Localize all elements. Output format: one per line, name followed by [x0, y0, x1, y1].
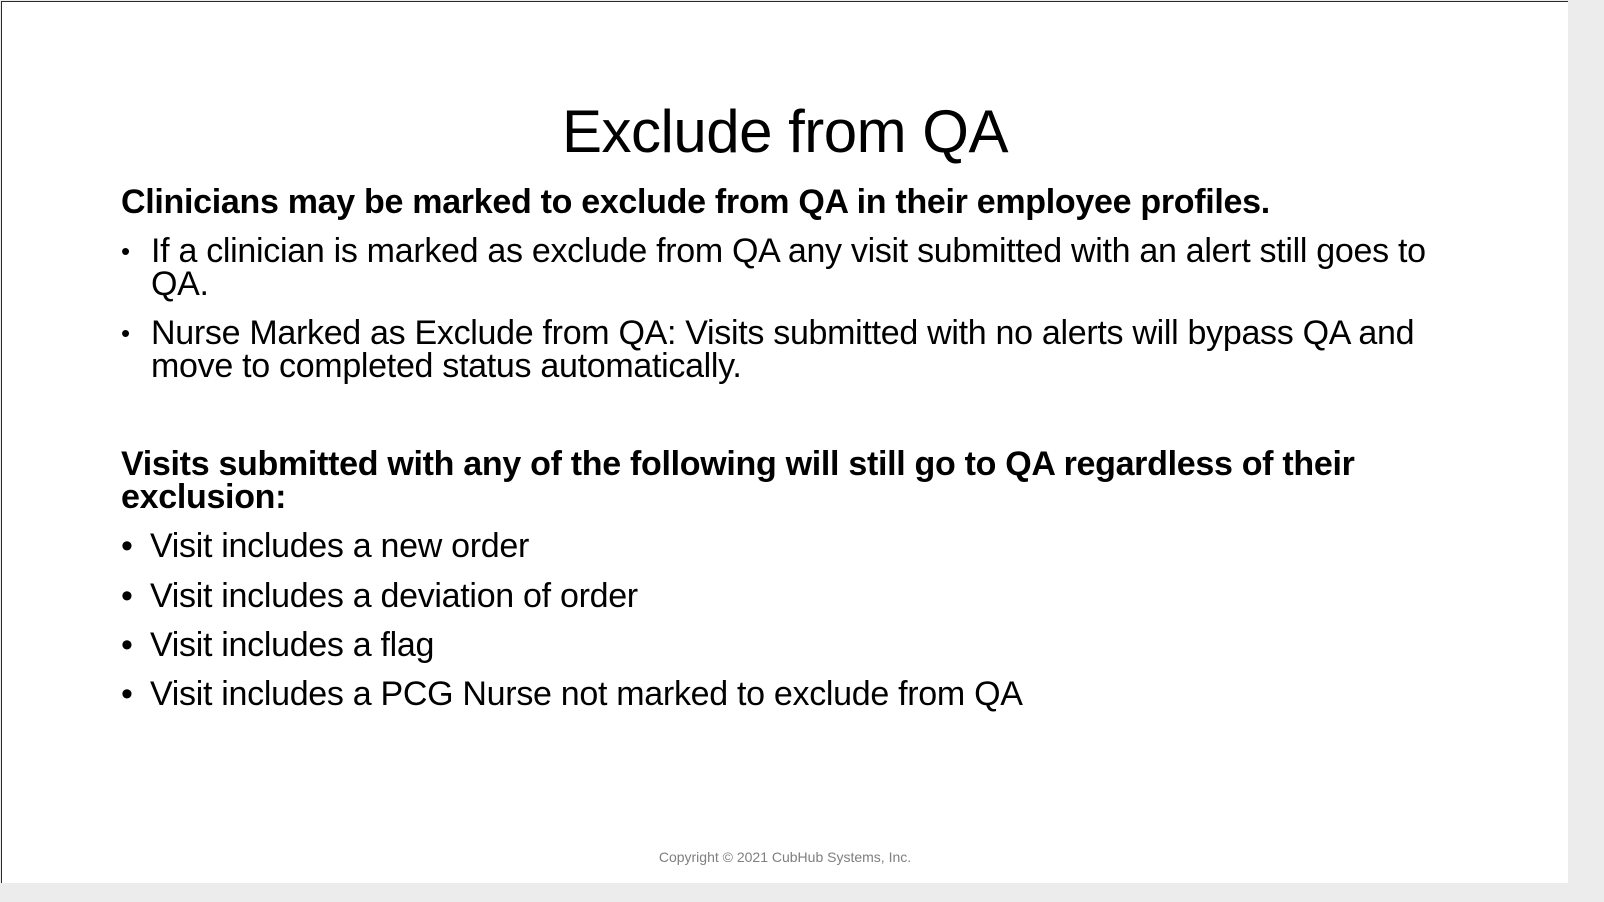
list-item	[121, 526, 1321, 566]
list-item-text: Visit includes a deviation of order	[150, 577, 638, 615]
slide-title: Exclude from QA	[562, 98, 1008, 165]
viewer-right-margin	[1567, 0, 1604, 902]
bullet-item	[121, 314, 1451, 385]
viewer-bottom-margin	[0, 882, 1604, 902]
section-heading-profiles: Clinicians may be marked to exclude from QA in their employee profiles.	[121, 183, 1270, 221]
bullet-icon: •	[121, 675, 133, 713]
bullet-icon: •	[121, 626, 133, 664]
list-item	[121, 576, 1321, 616]
list-item-text: Visit includes a new order	[150, 527, 530, 565]
list-item-text: Visit includes a PCG Nurse not marked to exclude from QA	[150, 675, 1023, 713]
section-heading-still-qa: Visits submitted with any of the following will still go to QA regardless of their exclusion:	[121, 445, 1355, 516]
bullet-icon: •	[121, 527, 133, 565]
bullet-icon: •	[121, 577, 133, 615]
copyright-footer: Copyright © 2021 CubHub Systems, Inc.	[658, 849, 912, 865]
bullet-text: Nurse Marked as Exclude from QA: Visits submitted with no alerts will bypass QA and move to completed status automatically.	[151, 314, 1415, 385]
list-item-text: Visit includes a flag	[150, 626, 435, 664]
list-item	[121, 674, 1321, 714]
bullet-icon: •	[121, 236, 130, 266]
bullet-icon: •	[121, 318, 130, 348]
list-item	[121, 625, 1321, 665]
bullet-item	[121, 232, 1451, 303]
slide-page	[1, 1, 1568, 883]
bullet-text: If a clinician is marked as exclude from QA any visit submitted with an alert still goes to QA.	[151, 232, 1426, 303]
